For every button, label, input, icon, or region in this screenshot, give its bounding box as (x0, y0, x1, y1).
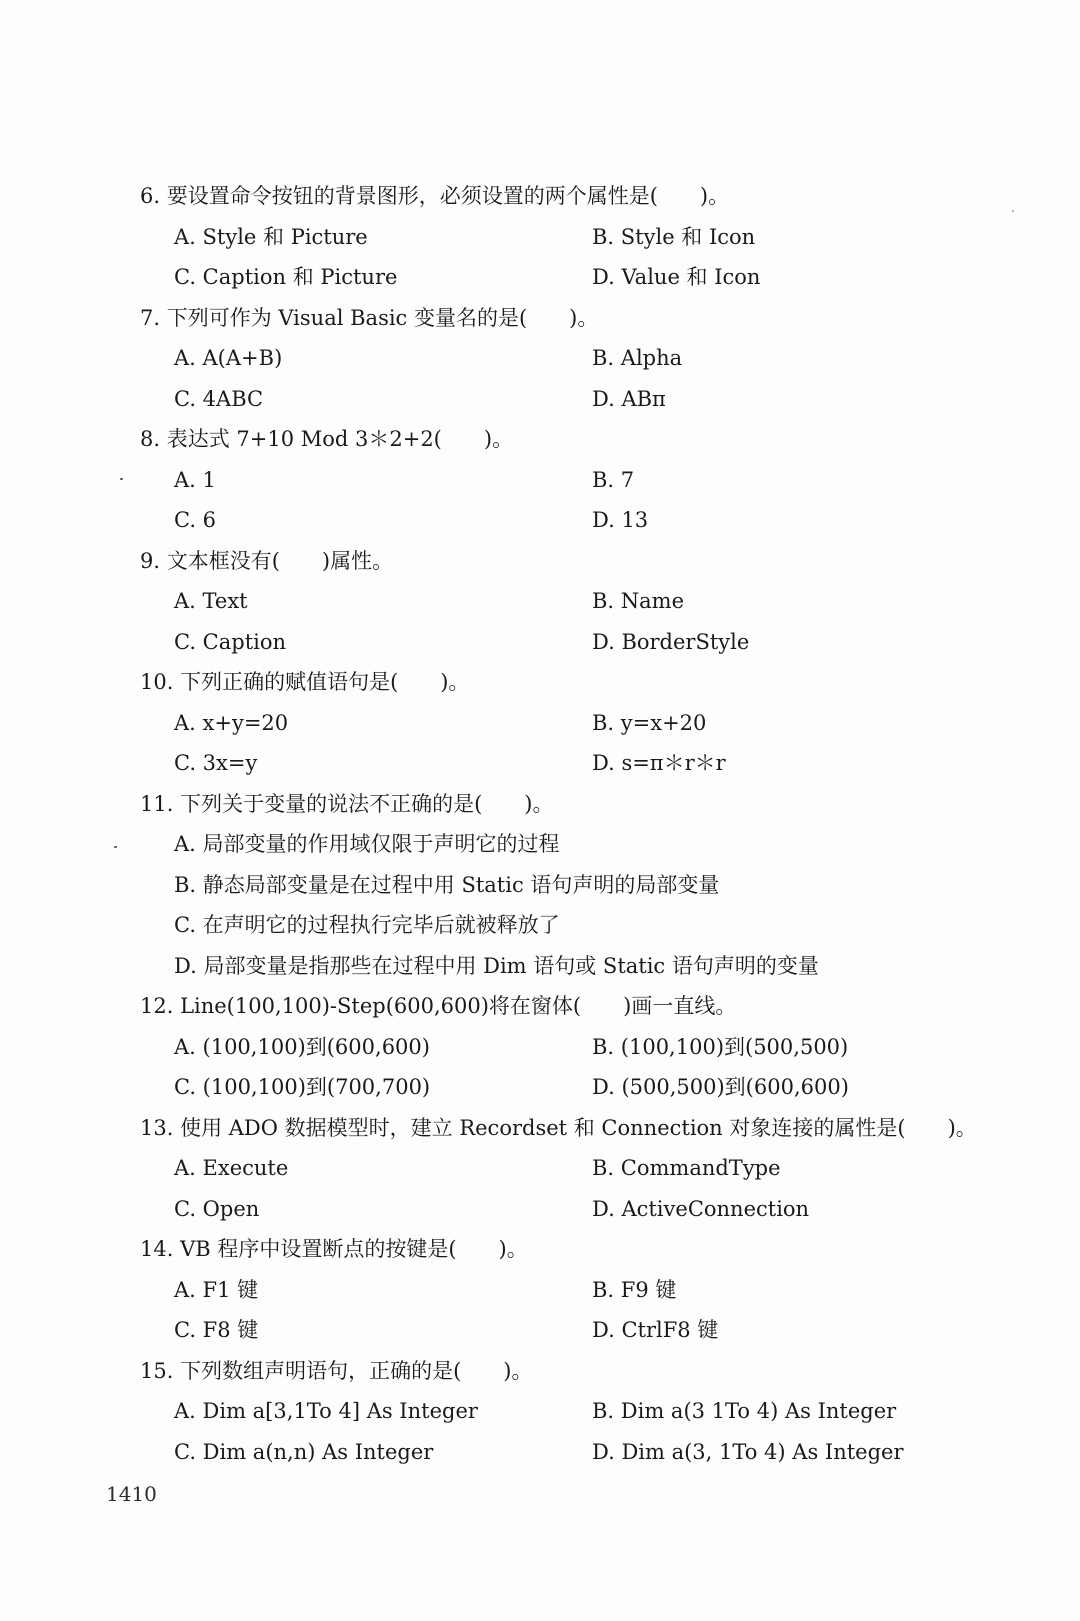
option-d: D. CtrlF8 键 (592, 1318, 719, 1342)
option-b: B. (100,100)到(500,500) (592, 1034, 849, 1059)
option-a: A. 1 (174, 467, 216, 492)
question-stem: 7. 下列可作为 Visual Basic 变量名的是( )。 (140, 305, 599, 330)
page-number: 1410 (106, 1482, 157, 1506)
option-c: C. Dim a(n,n) As Integer (174, 1439, 434, 1464)
option-b: B. 静态局部变量是在过程中用 Static 语句声明的局部变量 (174, 872, 720, 897)
question-stem: 15. 下列数组声明语句，正确的是( )。 (140, 1358, 533, 1383)
option-b: B. Style 和 Icon (592, 224, 756, 249)
option-c: C. Open (174, 1196, 260, 1221)
option-d: D. 局部变量是指那些在过程中用 Dim 语句或 Static 语句声明的变量 (174, 953, 819, 978)
option-d: D. Value 和 Icon (592, 265, 761, 289)
option-b: B. F9 键 (592, 1277, 677, 1302)
option-a: A. Style 和 Picture (174, 224, 368, 249)
option-b: B. 7 (592, 467, 635, 492)
option-grid (140, 1391, 1020, 1472)
question-list (140, 176, 1020, 1472)
question-stem: 14. VB 程序中设置断点的按键是( )。 (140, 1237, 528, 1261)
option-a: A. Text (174, 589, 248, 613)
question-stem: 11. 下列关于变量的说法不正确的是( )。 (140, 791, 554, 816)
option-c: C. 3x=y (174, 751, 258, 775)
option-a: A. (100,100)到(600,600) (174, 1034, 430, 1059)
option-d: D. s=π＊r＊r (592, 751, 726, 775)
scan-speck (114, 846, 117, 848)
option-grid (140, 1148, 1020, 1229)
option-d: D. ActiveConnection (592, 1196, 810, 1221)
question-stem: 12. Line(100,100)-Step(600,600)将在窗体( )画一直线。 (140, 994, 737, 1018)
option-a: A. 局部变量的作用域仅限于声明它的过程 (174, 832, 560, 856)
option-d: D. Dim a(3, 1To 4) As Integer (592, 1439, 904, 1464)
option-a: A. A(A+B) (174, 346, 283, 370)
option-d: D. 13 (592, 508, 649, 532)
question-7 (140, 298, 1020, 420)
option-c: C. 在声明它的过程执行完毕后就被释放了 (174, 913, 560, 937)
option-c: C. (100,100)到(700,700) (174, 1075, 431, 1099)
question-6 (140, 176, 1020, 298)
option-a: A. F1 键 (174, 1277, 259, 1302)
option-c: C. F8 键 (174, 1318, 259, 1342)
question-stem: 6. 要设置命令按钮的背景图形，必须设置的两个属性是( )。 (140, 184, 730, 208)
option-d: D. (500,500)到(600,600) (592, 1075, 849, 1099)
option-b: B. y=x+20 (592, 710, 707, 735)
option-grid (140, 703, 1020, 784)
question-11 (140, 784, 1020, 987)
option-grid (140, 581, 1020, 662)
question-13 (140, 1108, 1020, 1230)
option-b: B. Dim a(3 1To 4) As Integer (592, 1399, 897, 1423)
question-stem: 10. 下列正确的赋值语句是( )。 (140, 670, 470, 694)
option-d: D. BorderStyle (592, 629, 750, 654)
question-stem: 8. 表达式 7+10 Mod 3＊2+2( )。 (140, 427, 514, 451)
option-grid (140, 217, 1020, 298)
option-c: C. 4ABC (174, 386, 264, 411)
scan-speck (1012, 210, 1014, 212)
question-8 (140, 419, 1020, 541)
option-c: C. 6 (174, 508, 217, 532)
question-15 (140, 1351, 1020, 1473)
question-stem: 13. 使用 ADO 数据模型时，建立 Recordset 和 Connection 对象连接的属性是( )。 (140, 1115, 977, 1140)
option-c: C. Caption (174, 629, 287, 654)
scan-speck (120, 478, 123, 480)
question-9 (140, 541, 1020, 663)
option-b: B. Name (592, 589, 685, 613)
option-d: D. ABπ (592, 386, 666, 411)
question-12 (140, 986, 1020, 1108)
option-grid (140, 338, 1020, 419)
option-grid (140, 1270, 1020, 1351)
option-a: A. Execute (174, 1156, 289, 1180)
question-stem: 9. 文本框没有( )属性。 (140, 548, 394, 573)
option-a: A. x+y=20 (174, 710, 289, 735)
option-b: B. Alpha (592, 346, 683, 370)
question-10 (140, 662, 1020, 784)
option-list (140, 824, 1020, 986)
option-b: B. CommandType (592, 1156, 781, 1180)
option-grid (140, 460, 1020, 541)
question-14 (140, 1229, 1020, 1351)
option-grid (140, 1027, 1020, 1108)
option-c: C. Caption 和 Picture (174, 265, 398, 289)
option-a: A. Dim a[3,1To 4] As Integer (174, 1399, 478, 1423)
